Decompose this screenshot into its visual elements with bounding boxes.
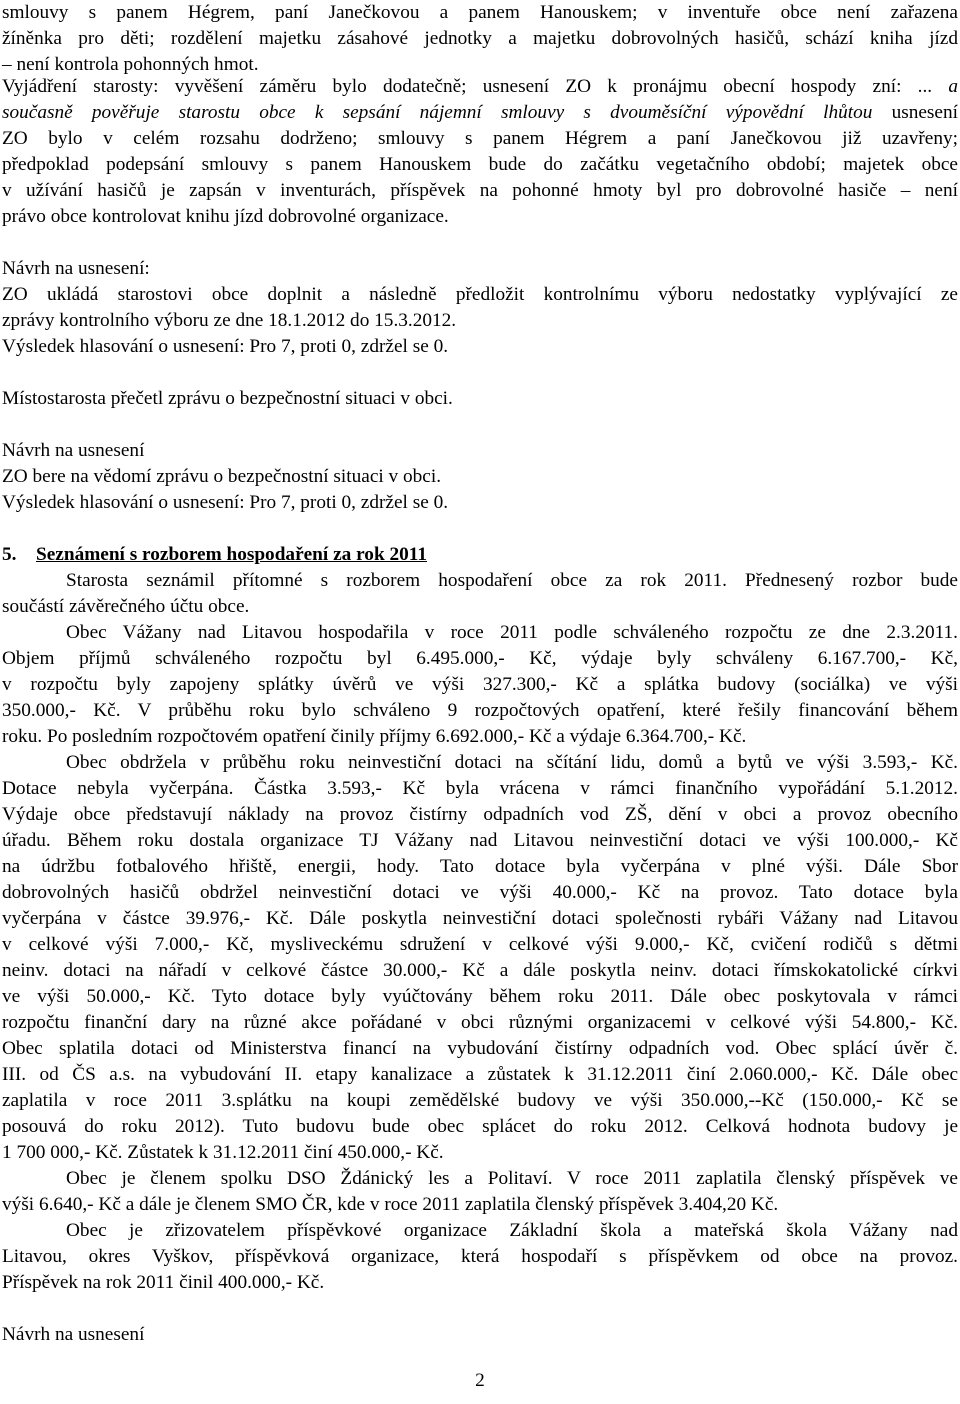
text-line [2,74,958,100]
text-line: součástí závěrečného účtu obce. [2,596,250,617]
text-span: Vyjádření starosty: vyvěšení záměru bylo dodatečně; usnesení ZO k pronájmu obecní hospody zní: ... [2,76,933,97]
text-line: předpoklad podepsání smlouvy s panem Hanouskem bude do začátku vegetačního období; majetek obce [2,154,958,175]
text-line: úřadu. Během roku dostala organizace TJ Vážany nad Litavou neinvestiční dotaci ve výši 100.000,- Kč [2,830,958,851]
text-line: – není kontrola pohonných hmot. [2,54,259,75]
text-line: smlouvy s panem Hégrem, paní Janečkovou a panem Hanouskem; v inventuře obce není zařazena [2,2,958,23]
text-line: vyčerpána v částce 39.976,- Kč. Dále poskytla neinvestiční dotaci společnosti rybáři Vážany nad Litavou [2,908,958,929]
vote-result: Výsledek hlasování o usnesení: Pro 7, proti 0, zdržel se 0. [2,336,449,357]
text-line: III. od ČS a.s. na vybudování II. etapy kanalizace a zůstatek k 31.12.2011 činí 2.060.000,- Kč. Dále obec [2,1064,958,1085]
text-line: Obec Vážany nad Litavou hospodařila v roce 2011 podle schváleného rozpočtu ze dne 2.3.2011. [66,622,958,643]
text-line: ZO ukládá starostovi obce doplnit a následně předložit kontrolnímu výboru nedostatky vyplývající ze [2,284,958,305]
text-line: Obec je zřizovatelem příspěvkové organizace Základní škola a mateřská škola Vážany nad [66,1220,958,1241]
text-line: zaplatila v roce 2011 3.splátku na koupi zemědělské budovy ve výši 350.000,--Kč (150.000,- Kč se [2,1090,958,1111]
section-number: 5. [2,544,17,565]
text-line: žíněnka pro děti; rozdělení majetku zásahové jednotky a majetku dobrovolných hasičů, schází kniha jízd [2,28,958,49]
text-line: 350.000,- Kč. V průběhu roku bylo schváleno 9 rozpočtových opatření, které řešily financování během [2,700,958,721]
text-span-italic: a [948,76,958,97]
proposal-label: Návrh na usnesení [2,1324,145,1345]
text-line: v celkové výši 7.000,- Kč, mysliveckému sdružení v celkové výši 9.000,- Kč, cvičení rodičů s dětmi [2,934,958,955]
text-line: rozpočtu finanční dary na různé akce pořádané v obci různými organizacemi v celkové výši 54.800,- Kč. [2,1012,958,1033]
text-line: dobrovolných hasičů obdržel neinvestiční dotaci ve výši 40.000,- Kč na provoz. Tato dotace byla [2,882,958,903]
text-line: neinv. dotaci na nářadí v celkové částce 30.000,- Kč a dále poskytla neinv. dotaci římskokatolické církvi [2,960,958,981]
text-line: ZO bylo v celém rozsahu dodrženo; smlouvy s panem Hégrem a paní Janečkovou již uzavřeny; [2,128,958,149]
section-title: Seznámení s rozborem hospodaření za rok 2011 [36,544,427,565]
text-line: Místostarosta přečetl zprávu o bezpečnostní situaci v obci. [2,388,453,409]
text-line: Příspěvek na rok 2011 činil 400.000,- Kč. [2,1272,325,1293]
text-line: Dotace nebyla vyčerpána. Částka 3.593,- Kč byla vrácena v rámci finančního vypořádání 5.1.2012. [2,778,958,799]
text-line: v užívání hasičů je zapsán v inventurách, příspěvek na pohonné hmoty byl pro dobrovolné hasiče – není [2,180,958,201]
proposal-label: Návrh na usnesení: [2,258,150,279]
text-line: ve výši 50.000,- Kč. Tyto dotace byly vyúčtovány během roku 2011. Dále obec poskytovala v rámci [2,986,958,1007]
text-span-italic: současně pověřuje starostu obce k sepsání nájemní smlouvy s dvouměsíční výpovědní lhůtou [2,102,873,123]
text-line: ZO bere na vědomí zprávu o bezpečnostní situaci v obci. [2,466,442,487]
text-line: v rozpočtu byly zapojeny splátky úvěrů ve výši 327.300,- Kč a splátka budovy (sociálka) ve výši [2,674,958,695]
text-line: výši 6.640,- Kč a dále je členem SMO ČR, kde v roce 2011 zaplatila členský příspěvek 3.404,20 Kč. [2,1194,779,1215]
section-heading [2,542,427,568]
text-line: Objem příjmů schváleného rozpočtu byl 6.495.000,- Kč, výdaje byly schváleny 6.167.700,- Kč, [2,648,958,669]
text-line: Litavou, okres Vyškov, příspěvková organizace, která hospodaří s příspěvkem od obce na provoz. [2,1246,958,1267]
page-number: 2 [475,1370,485,1391]
text-line: zprávy kontrolního výboru ze dne 18.1.2012 do 15.3.2012. [2,310,457,331]
proposal-label: Návrh na usnesení [2,440,145,461]
text-line: právo obce kontrolovat knihu jízd dobrovolné organizace. [2,206,449,227]
text-line: roku. Po posledním rozpočtovém opatření činily příjmy 6.692.000,- Kč a výdaje 6.364.700,- Kč. [2,726,747,747]
text-span: usnesení [891,102,958,123]
vote-result: Výsledek hlasování o usnesení: Pro 7, proti 0, zdržel se 0. [2,492,449,513]
text-line: Obec je členem spolku DSO Ždánický les a Politaví. V roce 2011 zaplatila členský příspěvek ve [66,1168,958,1189]
text-line: posouvá do roku 2012). Tuto budovu bude obec splácet do roku 2012. Celková hodnota budovy je [2,1116,958,1137]
text-line: Obec obdržela v průběhu roku neinvestiční dotaci na sčítání lidu, domů a bytů ve výši 3.593,- Kč. [66,752,958,773]
text-line: Výdaje obce představují náklady na provoz čistírny odpadních vod ZŠ, dění v obci a provoz obecního [2,804,958,825]
text-line: 1 700 000,- Kč. Zůstatek k 31.12.2011 činí 450.000,- Kč. [2,1142,444,1163]
text-line [2,100,958,126]
text-line: na údržbu fotbalového hřiště, energii, hody. Tato dotace byla vyčerpána v plné výši. Dále Sbor [2,856,958,877]
text-line: Obec splatila dotaci od Ministerstva financí na vybudování čistírny odpadních vod. Obec splácí úvěr č. [2,1038,958,1059]
text-line: Starosta seznámil přítomné s rozborem hospodaření obce za rok 2011. Přednesený rozbor bude [66,570,958,591]
